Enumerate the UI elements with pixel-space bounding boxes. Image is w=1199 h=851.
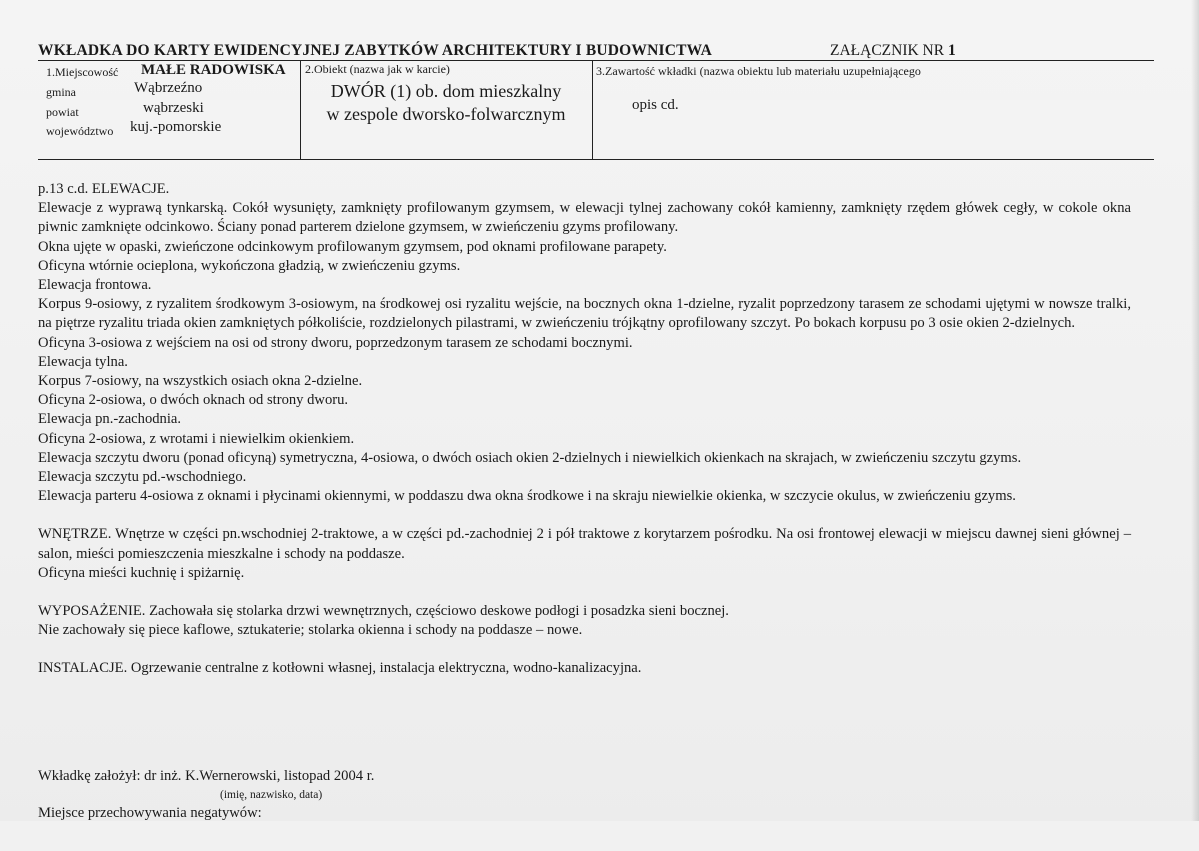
- body-paragraph: WYPOSAŻENIE. Zachowała się stolarka drzwi wewnętrznych, częściowo deskowe podłogi i posadzka sieni bocznej.: [38, 603, 729, 620]
- attachment-label-text: ZAŁĄCZNIK NR: [830, 42, 945, 59]
- document-body: [38, 180, 1131, 679]
- object-name-line1: DWÓR (1) ob. dom mieszkalny: [330, 81, 562, 101]
- body-paragraph: Elewacja frontowa.: [38, 277, 152, 294]
- spacer: [38, 640, 1131, 659]
- body-paragraph: Oficyna wtórnie ocieplona, wykończona gładzią, w zwieńczeniu gzyms.: [38, 257, 461, 274]
- author-line: Wkładkę założył: dr inż. K.Wernerowski, listopad 2004 r.: [38, 768, 375, 784]
- gmina-label: gmina: [46, 85, 76, 99]
- wojewodztwo-label: województwo: [46, 124, 114, 138]
- body-paragraph: Oficyna mieści kuchnię i spiżarnię.: [38, 564, 245, 581]
- body-paragraph: Okna ujęte w opaski, zwieńczone odcinkowym profilowanym gzymsem, pod oknami profilowane parapety.: [38, 238, 667, 255]
- body-paragraph: Nie zachowały się piece kaflowe, sztukaterie; stolarka okienna i schody na poddasze – nowe.: [38, 622, 583, 639]
- body-paragraph: INSTALACJE. Ogrzewanie centralne z kotłowni własnej, instalacja elektryczna, wodno-kanalizacyjna.: [38, 660, 642, 677]
- spacer: [38, 583, 1131, 602]
- body-paragraph: Elewacja tylna.: [38, 353, 128, 370]
- wojewodztwo-value: kuj.-pomorskie: [130, 119, 222, 135]
- negatives-line: Miejsce przechowywania negatywów:: [38, 805, 262, 821]
- page-edge-shadow: [1191, 0, 1199, 851]
- place-label: 1.Miejscowość: [46, 65, 119, 79]
- gmina-value: Wąbrzeźno: [134, 80, 203, 96]
- body-paragraph: Korpus 7-osiowy, na wszystkich osiach okna 2-dzielne.: [38, 373, 363, 390]
- author-note: (imię, nazwisko, data): [220, 789, 323, 801]
- scan-bottom-cut: [0, 821, 1199, 851]
- attachment-number: 1: [947, 42, 956, 59]
- document-header: [38, 42, 1154, 60]
- powiat-label: powiat: [46, 105, 79, 119]
- table-top-rule: [38, 60, 1154, 61]
- attachment-label: [830, 42, 956, 60]
- place-value: MAŁE RADOWISKA: [141, 62, 286, 78]
- contents-label: 3.Zawartość wkładki (nazwa obiektu lub materiału uzupełniającego: [596, 64, 921, 78]
- body-paragraph: Korpus 9-osiowy, z ryzalitem środkowym 3-osiowym, na środkowej osi ryzalitu wejście, na bocznych okna 1-dzielne, ryzalit poprzedzony tarasem ze schodami ujętymi w nowsze tralki, na piętrze ryzalitu triada okien zamkniętych półkoliście, rozdzielonych pilastrami, w zwieńczeniu trójkątny oprofilowany szczyt. Po bokach korpusu po 3 osie okien 2-dzielnych.: [38, 296, 1131, 332]
- body-paragraph: Elewacja szczytu dworu (ponad oficyną) symetryczna, 4-osiowa, o dwóch osiach okien 2-dzielnych i niewielkich okienkach na skrajach, w zwieńczeniu szczytu gzyms.: [38, 449, 1022, 466]
- body-paragraph: WNĘTRZE. Wnętrze w części pn.wschodniej 2-traktowe, a w części pd.-zachodniej 2 i pół traktowe z korytarzem pośrodku. Na osi frontowej elewacji w miejscu dawnej sieni głównej – salon, mieści pomieszczenia mieszkalne i schody na poddasze.: [38, 526, 1131, 562]
- body-paragraph: Elewacje z wyprawą tynkarską. Cokół wysunięty, zamknięty profilowanym gzymsem, w elewacji tylnej zachowany cokół kamienny, zamknięty rzędem główek cegły, w cokole okna piwnic zamknięte odcinkowo. Ściany ponad parterem dzielone gzymsem, w zwieńczeniu gzyms profilowany.: [38, 200, 1131, 236]
- table-divider-2: [592, 60, 593, 160]
- contents-value: opis cd.: [632, 97, 679, 113]
- body-paragraph: Oficyna 2-osiowa, z wrotami i niewielkim okienkiem.: [38, 430, 355, 447]
- body-paragraph: Oficyna 2-osiowa, o dwóch oknach od strony dworu.: [38, 392, 349, 409]
- body-paragraph: p.13 c.d. ELEWACJE.: [38, 181, 170, 197]
- table-bottom-rule: [38, 159, 1154, 160]
- body-paragraph: Elewacja pn.-zachodnia.: [38, 411, 182, 428]
- powiat-value: wąbrzeski: [143, 100, 204, 116]
- body-paragraph: Elewacja szczytu pd.-wschodniego.: [38, 469, 247, 486]
- spacer: [38, 506, 1131, 525]
- body-paragraph: Oficyna 3-osiowa z wejściem na osi od strony dworu, poprzedzonym tarasem ze schodami bocznymi.: [38, 334, 633, 351]
- body-paragraph: Elewacja parteru 4-osiowa z oknami i płycinami okiennymi, w poddaszu dwa okna środkowe i na skraju niewielkie okienka, w szczycie okulus, w zwieńczeniu gzyms.: [38, 488, 1016, 505]
- document-title: WKŁADKA DO KARTY EWIDENCYJNEJ ZABYTKÓW ARCHITEKTURY I BUDOWNICTWA: [38, 42, 713, 59]
- object-label: 2.Obiekt (nazwa jak w karcie): [305, 62, 450, 76]
- object-name-line2: w zespole dworsko-folwarcznym: [326, 104, 566, 124]
